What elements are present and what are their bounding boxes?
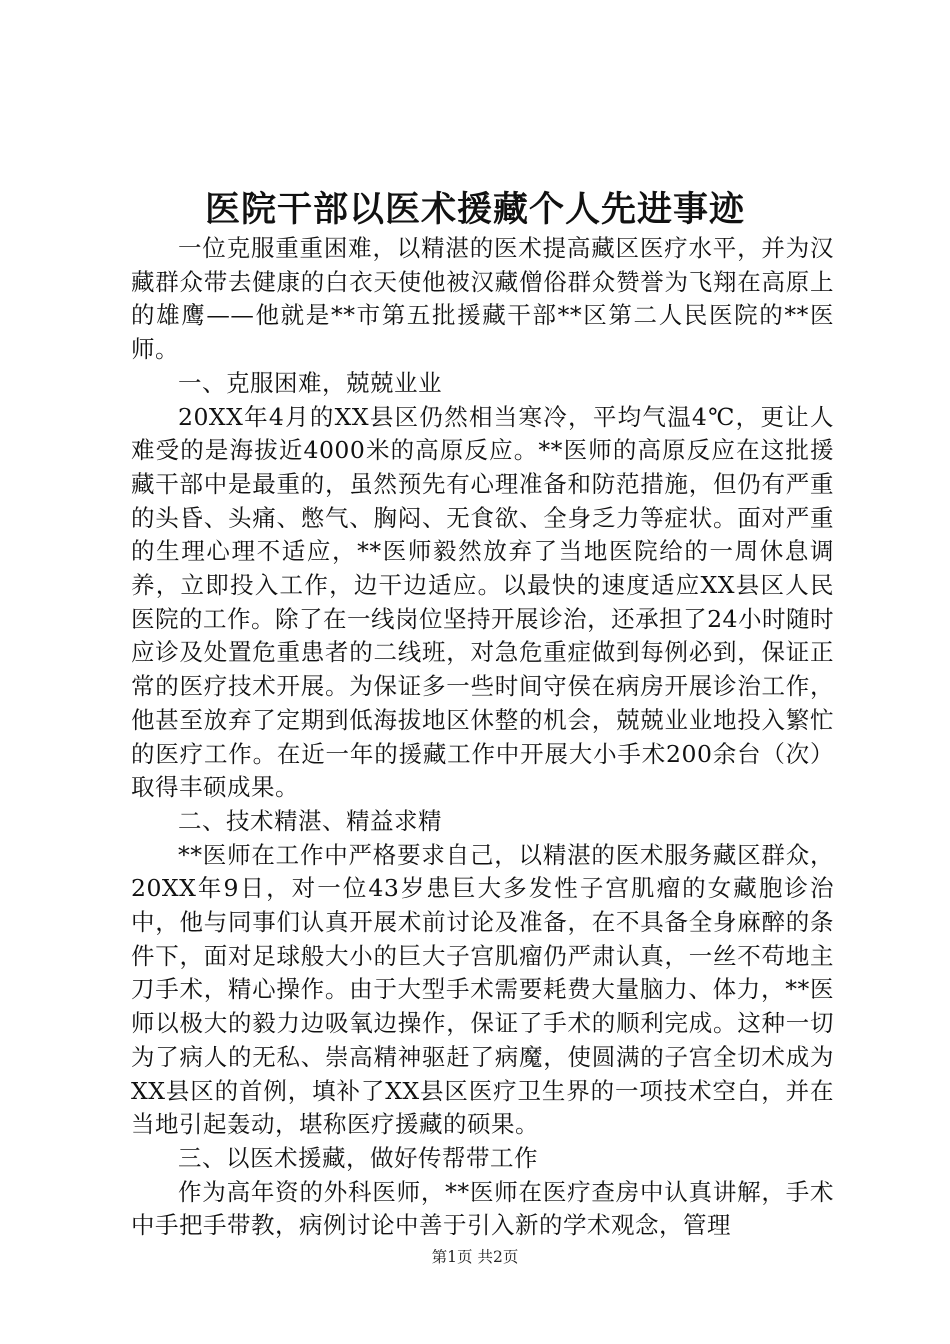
paragraph-intro: 一位克服重重困难，以精湛的医术提高藏区医疗水平，并为汉藏群众带去健康的白衣天使他被汉藏僧俗群众赞誉为飞翔在高原上的雄鹰——他就是**市第五批援藏干部**区第二人民医院的**医师。 — [131, 234, 834, 364]
paragraph-section-3: 作为高年资的外科医师，**医师在医疗查房中认真讲解，手术中手把手带教，病例讨论中善于引入新的学术观念，管理 — [131, 1177, 834, 1240]
paragraph-section-1: 20XX年4月的XX县区仍然相当寒冷，平均气温4℃，更让人难受的是海拔近4000米的高原反应。**医师的高原反应在这批援藏干部中是最重的，虽然预先有心理准备和防范措施，但仍有严重的头昏、头痛、憋气、胸闷、无食欲、全身乏力等症状。面对严重的生理心理不适应，**医师毅然放弃了当地医院给的一周休息调养，立即投入工作，边干边适应。以最快的速度适应XX县区人民医院的工作。除了在一线岗位坚持开展诊治，还承担了24小时随时应诊及处置危重患者的二线班，对急危重症做到每例必到，保证正常的医疗技术开展。为保证多一些时间守侯在病房开展诊治工作，他甚至放弃了定期到低海拔地区休整的机会，兢兢业业地投入繁忙的医疗工作。在近一年的援藏工作中开展大小手术200余台（次）取得丰硕成果。 — [131, 402, 834, 802]
paragraph-section-2: **医师在工作中严格要求自己，以精湛的医术服务藏区群众，20XX年9日，对一位43岁患巨大多发性子宫肌瘤的女藏胞诊治中，他与同事们认真开展术前讨论及准备，在不具备全身麻醉的条件下，面对足球般大小的巨大子宫肌瘤仍严肃认真，一丝不苟地主刀手术，精心操作。由于大型手术需要耗费大量脑力、体力，**医师以极大的毅力边吸氧边操作，保证了手术的顺利完成。这种一切为了病人的无私、崇高精神驱赶了病魔，使圆满的子宫全切术成为XX县区的首例，填补了XX县区医疗卫生界的一项技术空白，并在当地引起轰动，堪称医疗援藏的硕果。 — [131, 840, 834, 1139]
document-body — [131, 232, 834, 1243]
document-title: 医院干部以医术援藏个人先进事迹 — [204, 189, 745, 230]
section-heading-2: 二、技术精湛、精益求精 — [178, 806, 442, 835]
page-number: 第1页 共2页 — [431, 1248, 519, 1266]
section-heading-1: 一、克服困难，兢兢业业 — [178, 368, 442, 397]
section-heading-3: 三、以医术援藏，做好传帮带工作 — [178, 1143, 538, 1172]
